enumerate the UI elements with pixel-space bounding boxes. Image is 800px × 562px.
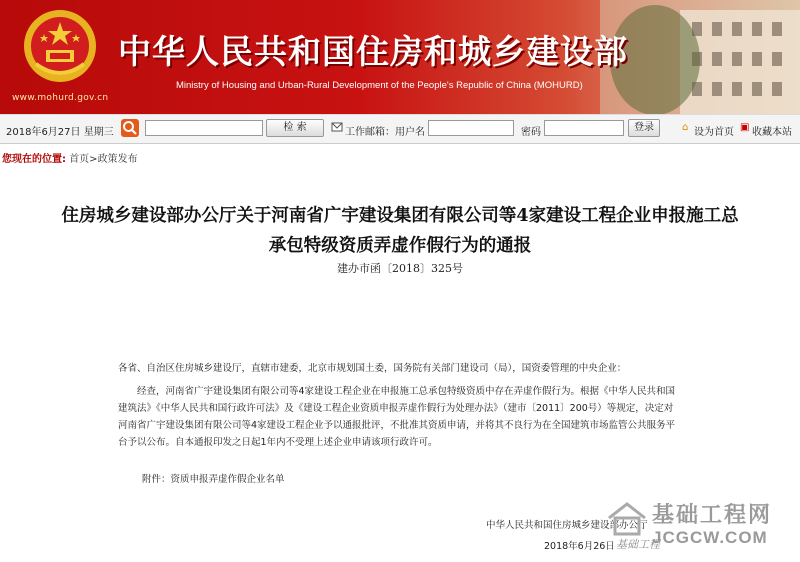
issue-date: 2018年6月26日 [544, 541, 615, 552]
breadcrumb-path[interactable]: 首页>政策发布 [69, 154, 138, 165]
work-mail-label: 工作邮箱：用户名 [345, 127, 425, 138]
issuer-signature: 中华人民共和国住房城乡建设部办公厅 [486, 520, 648, 531]
mail-icon [331, 121, 343, 136]
article-body: 经查，河南省广宇建设集团有限公司等4家建设工程企业在申报施工总承包特级资质中存在弄虚作假行为。根据《中华人民共和国建筑法》《中华人民共和国行政许可法》及《建设工程企业资质申报弄虚作假行为处理办法》（建市〔2011〕200号）等规定，决定对河南省广宇建设集团有限公司等4家建设工程企业予以通报批评，不批准其资质申请，并将其不良行为在全国建筑市场监管公共服务平台予以公布。自本通报印发之日起1年内不受理上述企业申请该项行政许可。 [118, 386, 676, 448]
search-input[interactable] [145, 120, 263, 136]
login-button[interactable]: 登录 [628, 119, 660, 137]
password-input[interactable] [544, 120, 624, 136]
breadcrumb [2, 150, 138, 165]
site-url: www.mohurd.gov.cn [12, 93, 109, 103]
document-number: 建办市函〔2018〕325号 [337, 262, 463, 275]
salutation: 各省、自治区住房城乡建设厅，直辖市建委，北京市规划国土委，国务院有关部门建设司（局），国资委管理的中央企业： [118, 363, 627, 374]
username-input[interactable] [428, 120, 514, 136]
watermark-domain: JCGCW.COM [652, 528, 768, 547]
add-favorite-link[interactable]: 收藏本站 [752, 127, 792, 138]
toolbar [0, 114, 800, 144]
attachment-link[interactable]: 附件：资质申报弄虚作假企业名单 [142, 474, 285, 485]
watermark-brush-text: 基础工程 [616, 538, 660, 551]
favorite-icon: ▣ [740, 122, 750, 133]
national-emblem-icon [22, 8, 98, 84]
article-title: 住房城乡建设部办公厅关于河南省广宇建设集团有限公司等4家建设工程企业申报施工总承包特级资质弄虚作假行为的通报 [61, 206, 739, 256]
home-icon: ⌂ [682, 122, 689, 133]
current-date: 2018年6月27日 星期三 [6, 127, 114, 138]
site-title: 中华人民共和国住房和城乡建设部 [118, 32, 628, 71]
header-banner [0, 0, 800, 114]
site-title-english: Ministry of Housing and Urban-Rural Development of the People's Republic of China (MOHURD) [176, 80, 583, 91]
watermark-text: 基础工程网 [652, 503, 773, 528]
breadcrumb-label: 您现在的位置: [2, 154, 66, 165]
watermark-house-icon [606, 500, 648, 536]
set-homepage-link[interactable]: 设为首页 [694, 127, 734, 138]
search-button[interactable]: 检 索 [266, 119, 324, 137]
password-label: 密码 [521, 127, 541, 138]
search-icon[interactable] [121, 119, 139, 137]
